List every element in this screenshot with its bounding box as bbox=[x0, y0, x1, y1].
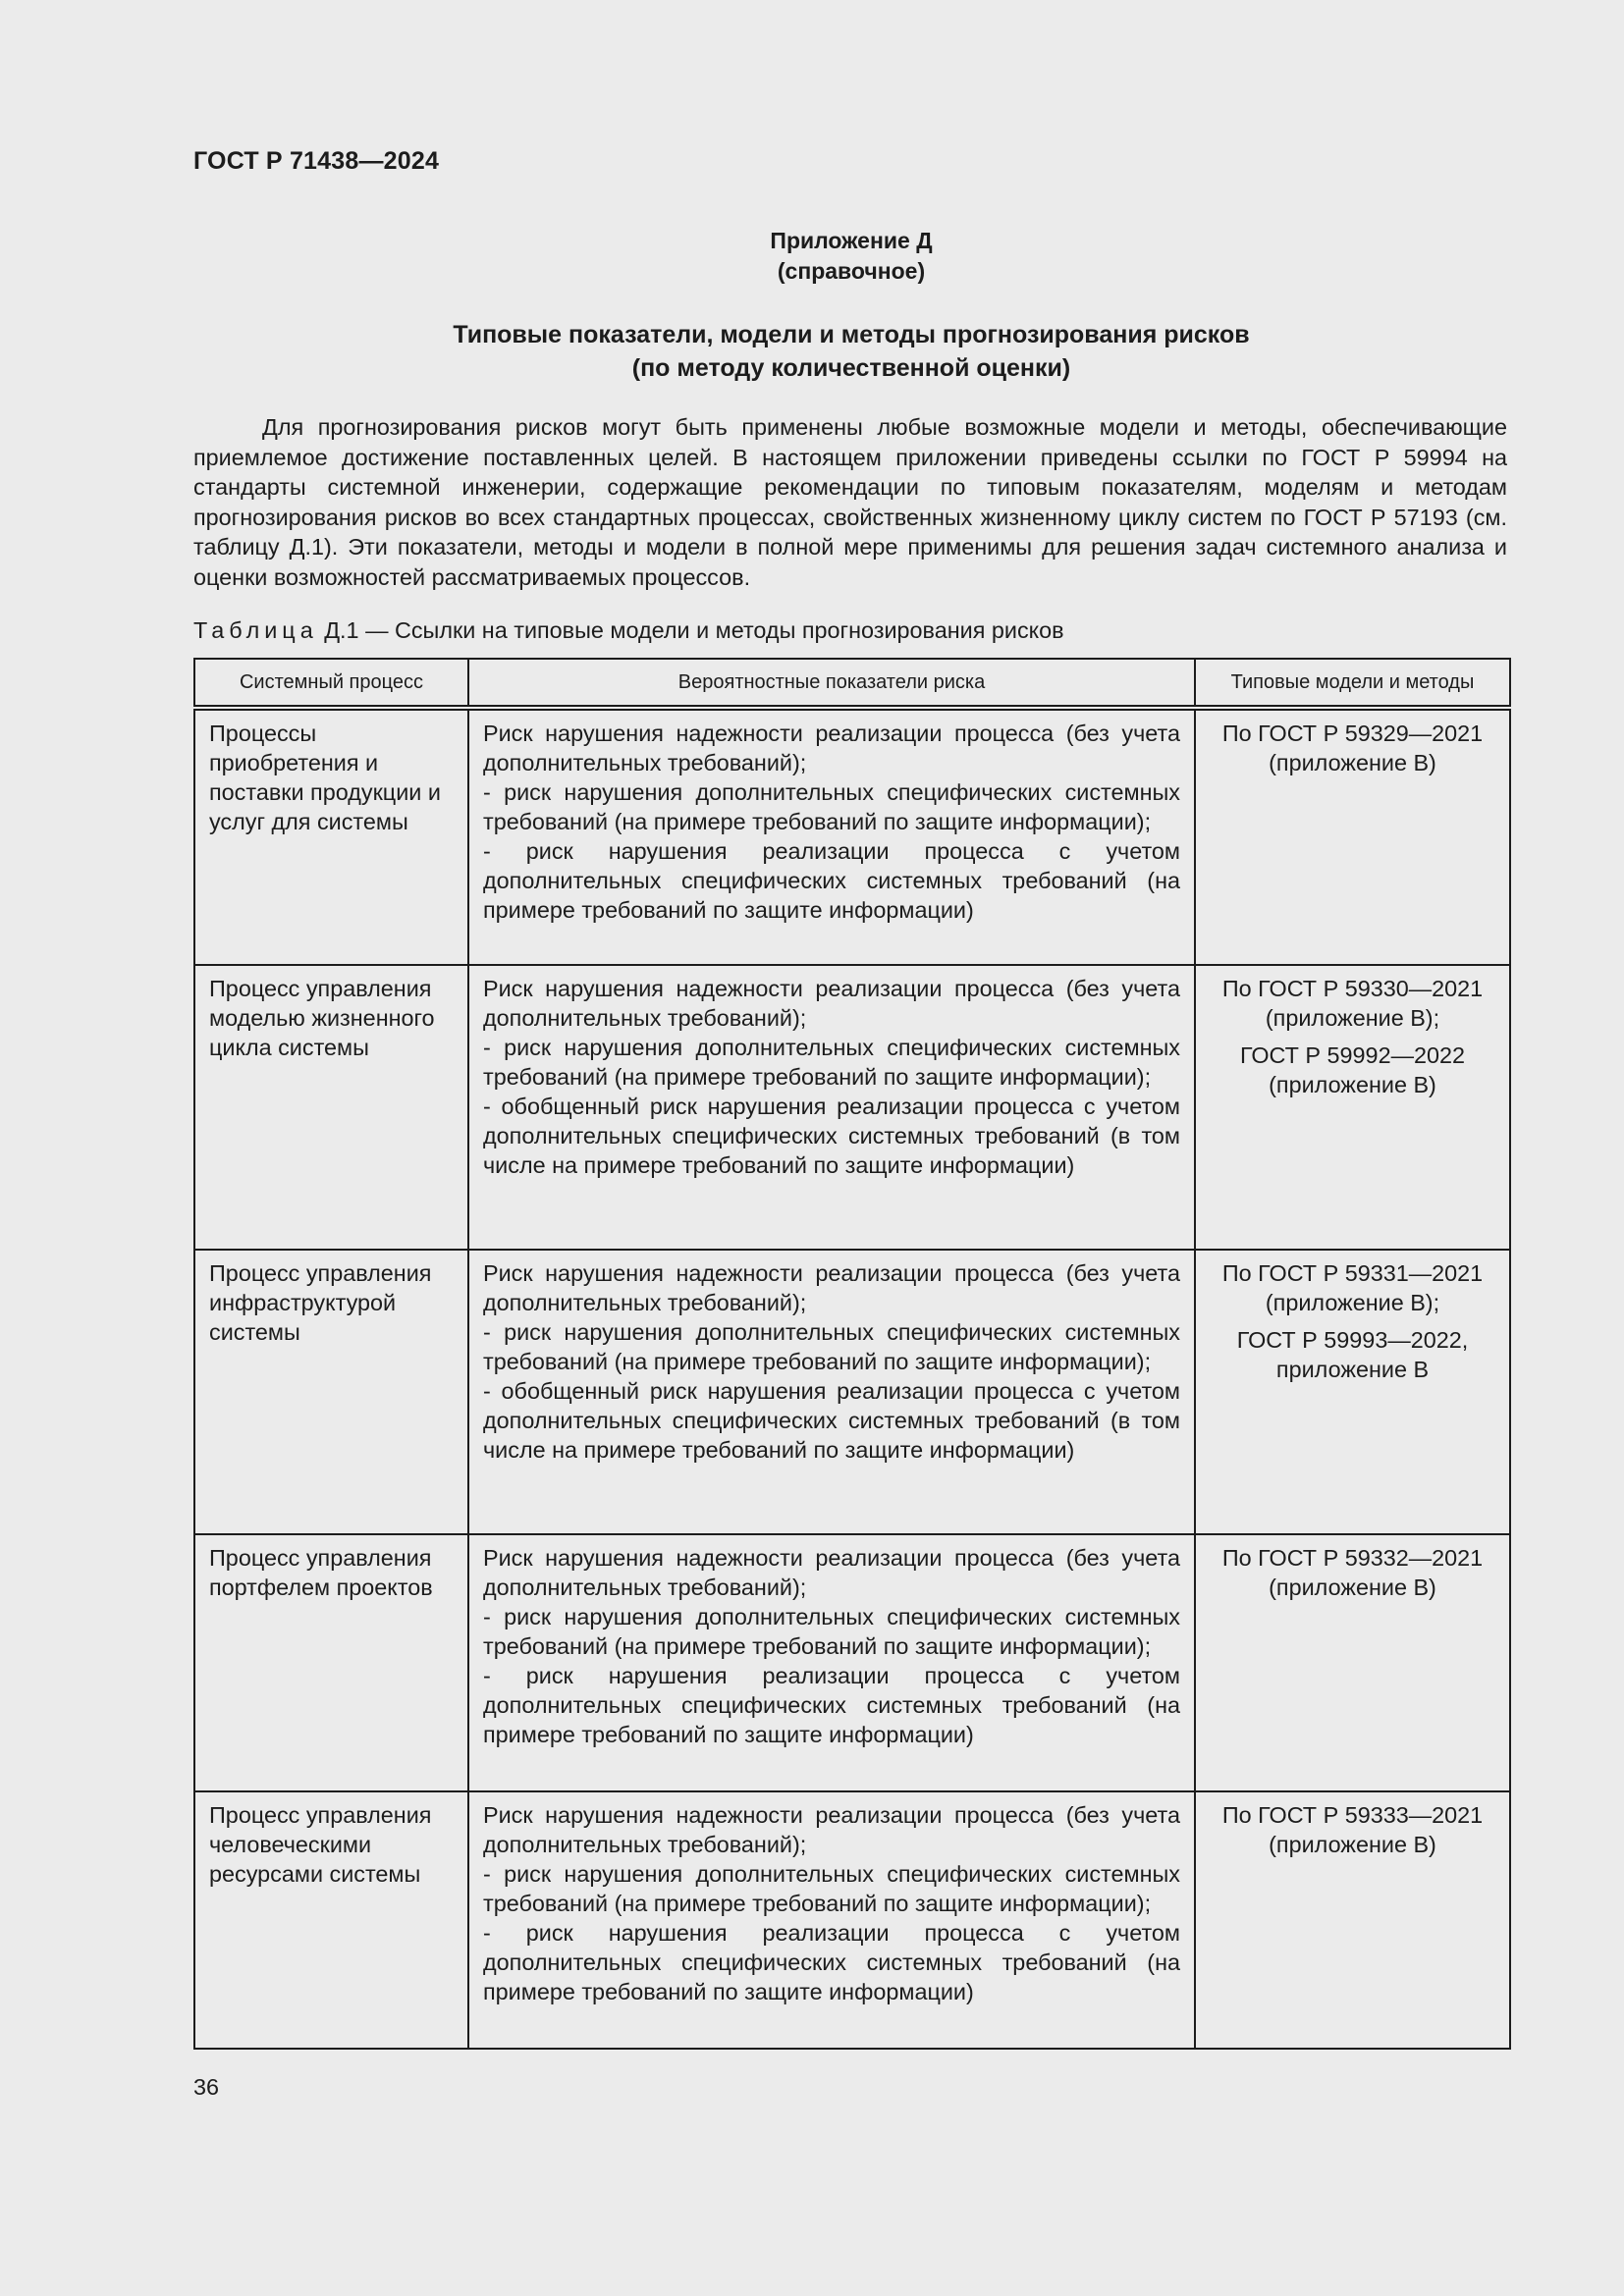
indicators-cell bbox=[468, 1250, 1195, 1534]
process-cell: Процесс управления человеческими ресурсами системы bbox=[194, 1791, 468, 2049]
column-header-indicators: Вероятностные показатели риска bbox=[468, 659, 1195, 708]
indicator-item: Риск нарушения надежности реализации процесса (без учета дополнительных требований); bbox=[483, 721, 1180, 775]
standard-reference: ГОСТ Р 59992—2022 (приложение В) bbox=[1239, 1042, 1466, 1097]
section-title-line-2: (по методу количественной оценки) bbox=[631, 354, 1071, 382]
indicators-cell bbox=[468, 1534, 1195, 1791]
appendix-title: Приложение Д bbox=[770, 228, 933, 253]
section-title bbox=[0, 318, 1624, 385]
table-caption-label: Таблица bbox=[193, 617, 318, 643]
indicator-item: - риск нарушения дополнительных специфических системных требований (на примере требований по защите информации); bbox=[483, 1604, 1180, 1659]
indicator-item: - риск нарушения дополнительных специфических системных требований (на примере требований по защите информации); bbox=[483, 779, 1180, 834]
table-caption-text: Д.1 — Ссылки на типовые модели и методы прогнозирования рисков bbox=[324, 617, 1064, 643]
intro-paragraph: Для прогнозирования рисков могут быть применены любые возможные модели и методы, обеспечивающие приемлемое достижение поставленных целей. В настоящем приложении приведены ссылки по ГОСТ Р 59994 на стандарты системной инженерии, содержащие рекомендации по типовым показателям, моделям и методам прогнозирования рисков во всех стандартных процессах, свойственных жизненному циклу систем по ГОСТ Р 57193 (см. таблицу Д.1). Эти показатели, методы и модели в полной мере применимы для решения задач системного анализа и оценки возможностей рассматриваемых процессов. bbox=[193, 414, 1507, 590]
column-header-methods: Типовые модели и методы bbox=[1195, 659, 1510, 708]
process-cell: Процесс управления инфраструктурой системы bbox=[194, 1250, 468, 1534]
document-code: ГОСТ Р 71438—2024 bbox=[193, 147, 440, 175]
indicator-item: - риск нарушения реализации процесса с учетом дополнительных специфических системных требований (на примере требований по защите информации) bbox=[483, 838, 1180, 923]
standard-reference: По ГОСТ Р 59332—2021 (приложение В) bbox=[1221, 1545, 1484, 1600]
methods-cell bbox=[1195, 708, 1510, 965]
indicator-item: Риск нарушения надежности реализации процесса (без учета дополнительных требований); bbox=[483, 1545, 1180, 1600]
table-row bbox=[194, 1250, 1510, 1534]
process-cell: Процесс управления портфелем проектов bbox=[194, 1534, 468, 1791]
indicator-item: Риск нарушения надежности реализации процесса (без учета дополнительных требований); bbox=[483, 1260, 1180, 1315]
standard-reference: По ГОСТ Р 59333—2021 (приложение В) bbox=[1221, 1802, 1484, 1857]
indicator-item: - риск нарушения дополнительных специфических системных требований (на примере требований по защите информации); bbox=[483, 1319, 1180, 1374]
methods-cell bbox=[1195, 1534, 1510, 1791]
table-row bbox=[194, 708, 1510, 965]
process-cell: Процесс управления моделью жизненного цикла системы bbox=[194, 965, 468, 1250]
indicators-cell bbox=[468, 1791, 1195, 2049]
methods-cell bbox=[1195, 965, 1510, 1250]
methods-cell bbox=[1195, 1791, 1510, 2049]
standard-reference: По ГОСТ Р 59330—2021 (приложение В); bbox=[1221, 976, 1484, 1031]
standard-reference: По ГОСТ Р 59331—2021 (приложение В); bbox=[1221, 1260, 1484, 1315]
section-title-line-1: Типовые показатели, модели и методы прогнозирования рисков bbox=[453, 321, 1250, 348]
table-header-row bbox=[194, 659, 1510, 708]
indicator-item: - риск нарушения дополнительных специфических системных требований (на примере требований по защите информации); bbox=[483, 1035, 1180, 1090]
appendix-heading bbox=[0, 226, 1624, 287]
appendix-subtitle: (справочное) bbox=[777, 258, 926, 284]
table-row bbox=[194, 1791, 1510, 2049]
indicators-cell bbox=[468, 965, 1195, 1250]
methods-cell bbox=[1195, 1250, 1510, 1534]
indicator-item: Риск нарушения надежности реализации процесса (без учета дополнительных требований); bbox=[483, 1802, 1180, 1857]
table-caption bbox=[193, 617, 1064, 644]
table-row bbox=[194, 1534, 1510, 1791]
standard-reference: ГОСТ Р 59993—2022, приложение В bbox=[1236, 1327, 1469, 1382]
references-table bbox=[193, 658, 1511, 2050]
indicators-cell bbox=[468, 708, 1195, 965]
indicator-item: - риск нарушения реализации процесса с учетом дополнительных специфических системных требований (на примере требований по защите информации) bbox=[483, 1663, 1180, 1747]
indicator-item: - риск нарушения дополнительных специфических системных требований (на примере требований по защите информации); bbox=[483, 1861, 1180, 1916]
indicator-item: - обобщенный риск нарушения реализации процесса с учетом дополнительных специфических системных требований (в том числе на примере требований по защите информации) bbox=[483, 1094, 1180, 1178]
column-header-process: Системный процесс bbox=[194, 659, 468, 708]
indicator-item: Риск нарушения надежности реализации процесса (без учета дополнительных требований); bbox=[483, 976, 1180, 1031]
process-cell: Процессы приобретения и поставки продукции и услуг для системы bbox=[194, 708, 468, 965]
standard-reference: По ГОСТ Р 59329—2021 (приложение В) bbox=[1221, 721, 1484, 775]
indicator-item: - обобщенный риск нарушения реализации процесса с учетом дополнительных специфических системных требований (в том числе на примере требований по защите информации) bbox=[483, 1378, 1180, 1463]
table-row bbox=[194, 965, 1510, 1250]
indicator-item: - риск нарушения реализации процесса с учетом дополнительных специфических системных требований (на примере требований по защите информации) bbox=[483, 1920, 1180, 2004]
page-number: 36 bbox=[193, 2074, 220, 2100]
